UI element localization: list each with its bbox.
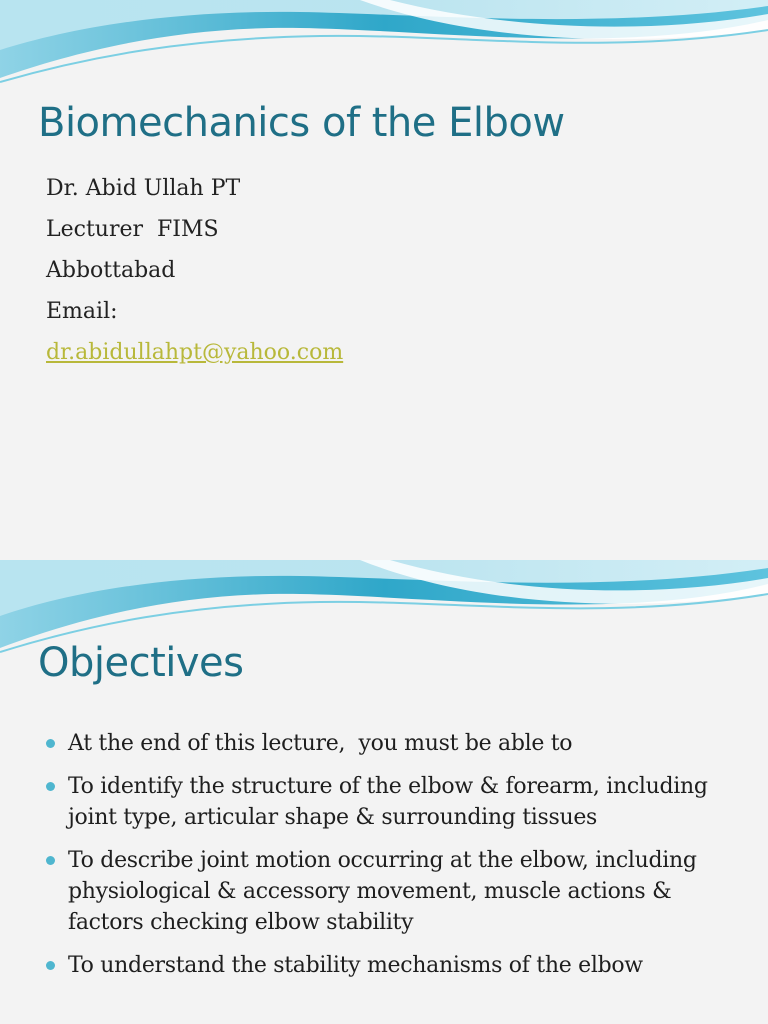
- list-item: [44, 845, 744, 938]
- list-item-text: To identify the structure of the elbow & forearm, including joint type, articular shape & surrounding tissues: [68, 774, 708, 830]
- email-link[interactable]: dr.abidullahpt@yahoo.com: [46, 340, 344, 365]
- slide-objectives: [0, 560, 768, 1024]
- list-item-text: At the end of this lecture, you must be able to: [68, 731, 573, 756]
- list-item-text: To understand the stability mechanisms of the elbow: [68, 953, 643, 978]
- list-item-text: To describe joint motion occurring at the elbow, including physiological & accessory movement, muscle actions & factors checking elbow stability: [68, 848, 697, 935]
- bullet-icon: [46, 782, 55, 791]
- bullet-icon: [46, 856, 55, 865]
- slide-title-heading: Biomechanics of the Elbow: [38, 100, 565, 146]
- list-item: [44, 950, 744, 981]
- email-label: Email:: [46, 299, 118, 324]
- author-location: Abbottabad: [46, 258, 176, 283]
- bullet-icon: [46, 739, 55, 748]
- list-item: [44, 728, 744, 759]
- list-item: [44, 771, 744, 833]
- author-position: Lecturer FIMS: [46, 217, 219, 242]
- author-name: Dr. Abid Ullah PT: [46, 176, 241, 201]
- objectives-heading: Objectives: [38, 640, 244, 686]
- header-wave-decoration: [0, 0, 768, 90]
- author-block: [46, 168, 343, 373]
- objectives-list: [44, 728, 744, 993]
- bullet-icon: [46, 961, 55, 970]
